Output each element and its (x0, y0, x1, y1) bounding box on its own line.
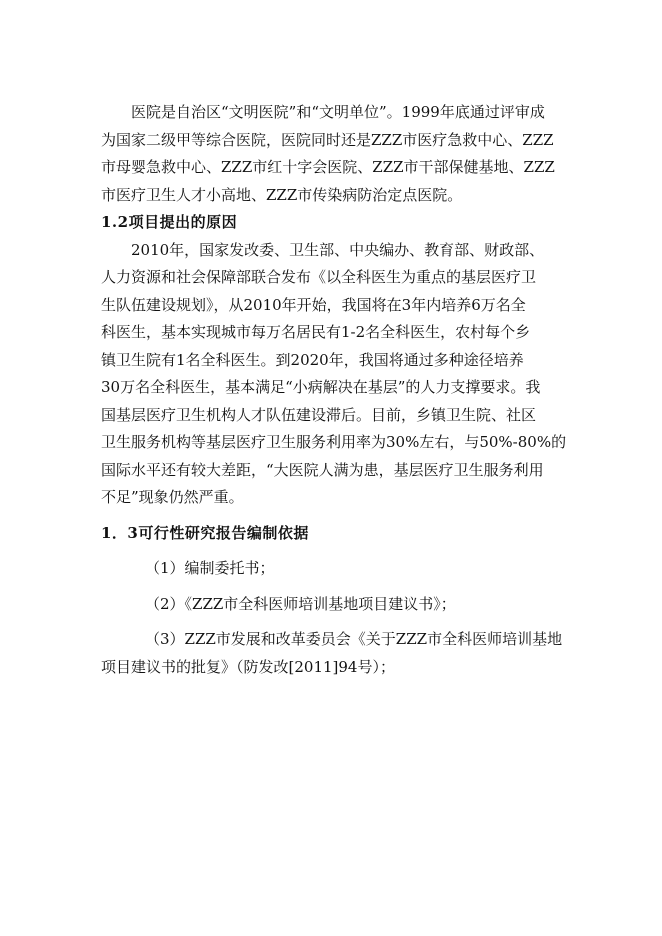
spacer (101, 583, 561, 591)
paragraph-line: 市母婴急救中心、ZZZ市红十字会医院、ZZZ市干部保健基地、ZZZ (101, 158, 555, 176)
paragraph-line: 市医疗卫生人才小高地、ZZZ市传染病防治定点医院。 (101, 185, 463, 204)
paragraph-line: 30万名全科医生，基本满足“小病解决在基层”的人力支撑要求。我 (101, 378, 541, 396)
paragraph-line: 人力资源和社会保障部联合发布《以全科医生为重点的基层医疗卫 (101, 268, 537, 286)
paragraph-line: 镇卫生院有1名全科医生。到2020年，我国将通过多种途径培养 (101, 350, 524, 369)
spacer (101, 618, 561, 626)
paragraph-line: 为国家二级甲等综合医院，医院同时还是ZZZ市医疗急救中心、ZZZ (101, 130, 554, 149)
list-item-line: （1）编制委托书； (145, 559, 275, 577)
paragraph-line: 国基层医疗卫生机构人才队伍建设滞后。目前，乡镇卫生院、社区 (101, 405, 537, 424)
section-heading-1-3: 1．3可行性研究报告编制依据 (101, 523, 309, 542)
paragraph-line: 医院是自治区“文明医院”和“文明单位”。1999年底通过评审成 (131, 103, 545, 121)
basis-item-1 (101, 555, 561, 583)
section-1-2-paragraph (101, 237, 567, 512)
paragraph-line: 科医生，基本实现城市每万名居民有1-2名全科医生，农村每个乡 (101, 323, 531, 341)
page-content (101, 99, 567, 681)
intro-paragraph (101, 99, 561, 209)
list-item-line: 项目建议书的批复》（防发改[2011]94号）； (101, 657, 395, 676)
basis-item-3 (101, 626, 561, 681)
basis-item-2 (101, 591, 561, 619)
paragraph-line: 生队伍建设规划》，从2010年开始，我国将在3年内培养6万名全 (101, 295, 526, 314)
spacer (101, 512, 561, 520)
list-item-line: （2）《ZZZ市全科医师培训基地项目建议书》； (145, 594, 456, 613)
paragraph-line: 卫生服务机构等基层医疗卫生服务利用率为30%左右，与50%-80%的 (101, 433, 567, 451)
section-heading-1-2: 1.2项目提出的原因 (101, 213, 238, 231)
paragraph-line: 2010年，国家发改委、卫生部、中央编办、教育部、财政部、 (131, 240, 545, 259)
list-item-line: （3）ZZZ市发展和改革委员会《关于ZZZ市全科医师培训基地 (145, 630, 563, 648)
spacer (101, 547, 561, 555)
paragraph-line: 国际水平还有较大差距，“大医院人满为患，基层医疗卫生服务利用 (101, 460, 544, 479)
paragraph-line: 不足”现象仍然严重。 (101, 488, 244, 506)
